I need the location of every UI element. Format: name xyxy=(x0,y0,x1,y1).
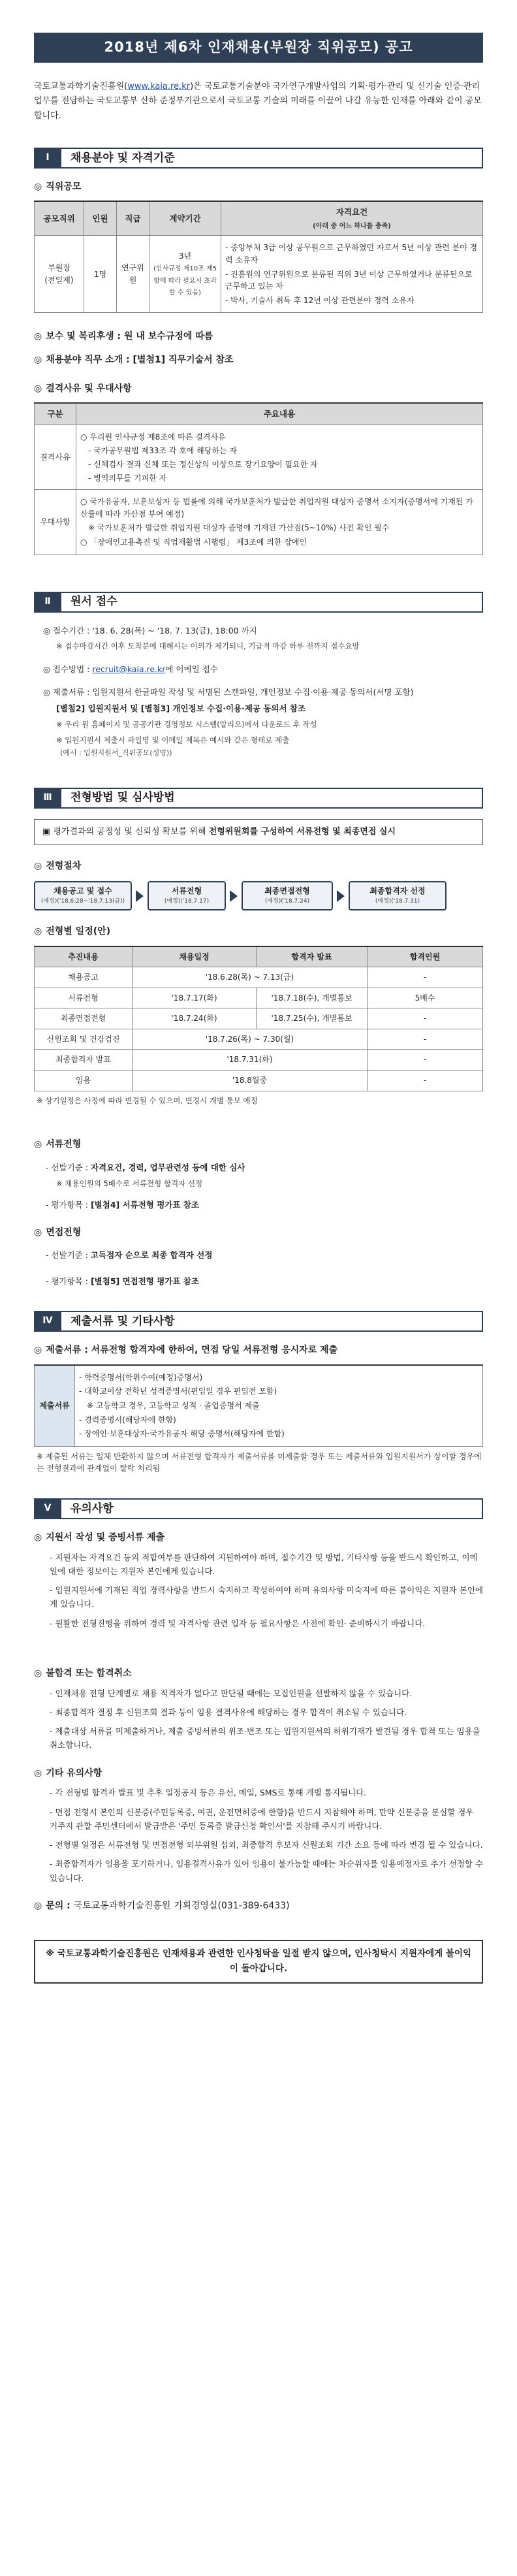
docs-line: ◎ 제출서류 : 입원지원서 한글파일 작성 및 서명된 스캔파일, 개인정보 수집·이용·제공 동의서(서명 포함) xyxy=(43,687,414,698)
section-1-title: 채용분야 및 자격기준 xyxy=(61,148,483,169)
section-5-number: Ⅴ xyxy=(34,1498,61,1519)
bullet-icon: ◎ xyxy=(34,1900,42,1911)
arrow-right-icon xyxy=(230,890,238,902)
schedule-heading: ◎ 전형별 일정(안) xyxy=(34,926,111,937)
section-3-header xyxy=(34,788,483,809)
cell-pref-items: ○ 국가유공자, 보훈보상자 등 법률에 의해 국가보훈처가 발급한 취업지원 대상자 증명서 소지자(증명서에 기재된 가산률에 따라 가산점 부여 예정) ※ 국가보훈처가 발급한 취업지원 대상자 증명에 기재된 가산점(5~10%) 사전 확인 필수 ○ 「장애인고용촉진 및 직업재활법 시행령」 제3조에 의한 장애인 xyxy=(76,490,483,555)
doc-screening-heading: ◎ 서류전형 xyxy=(34,1139,82,1150)
th-announce: 합격자 발표 xyxy=(257,946,368,967)
section-4-header xyxy=(34,1311,483,1332)
section-1-header xyxy=(34,148,483,169)
bullet-icon: ◎ xyxy=(34,860,42,871)
th-pass-count: 합격인원 xyxy=(368,946,483,967)
flow-step-3: 최종면접전형 (예정)('18.7.24) xyxy=(242,881,333,910)
arrow-right-icon xyxy=(136,890,144,902)
submission-heading: ◎ 제출서류 : 서류전형 합격자에 한하여, 면접 당일 서류전형 응시자로 제출 xyxy=(34,1345,338,1356)
flow-step-1: 채용공고 및 접수 (예정)('18.6.28~'18.7.13(금)) xyxy=(34,881,132,910)
section-4-title: 제출서류 및 기타사항 xyxy=(61,1311,483,1332)
salary-line: ◎ 보수 및 복리후생 : 원 내 보수규정에 따름 xyxy=(34,331,213,342)
section-2-header xyxy=(34,592,483,613)
th-category: 구분 xyxy=(35,403,76,425)
intro-text: 국토교통과학기술진흥원(www.kaia.re.kr)은 국토교통기술분야 국가연구개발사업의 기획·평가·관리 및 신기술 인증·관리 업무를 전담하는 국토교통부 산하 준정부기관으로서 국토교통 기술의 미래를 이끌어 나갈 유능한 인재를 아래와 같이 공모합니다. xyxy=(34,81,482,121)
section-2-number: Ⅱ xyxy=(34,592,61,613)
disq-heading: ◎ 결격사유 및 우대사항 xyxy=(34,383,132,394)
table-row xyxy=(35,236,483,313)
flow-step-4: 최종합격자 선정 (예정)('18.7.31) xyxy=(349,881,446,910)
caution-item: - 전형별 일정은 서류전형 및 면접전형 외부위원 섭외, 최종합격 후보자 신원조회 기간 소요 등에 따라 변경 될 수 있습니다. xyxy=(50,1840,483,1850)
doc-screening-eval: - 평가항목 : [별첨4] 서류전형 평가표 참조 xyxy=(46,1200,199,1210)
doc-screening-note: ※ 채용인원의 5배수로 서류전형 합격자 선정 xyxy=(56,1178,203,1188)
committee-note: ▣ 평가결과의 공정성 및 신뢰성 확보를 위해 전형위원회를 구성하여 서류전형 및 최종면접 실시 xyxy=(34,819,483,845)
section-1-number: Ⅰ xyxy=(34,148,61,169)
docs-note-2: ※ 입원지원서 제출시 파일명 및 이메일 제목은 예시와 같은 형태로 제출 xyxy=(56,735,290,745)
submission-table xyxy=(34,1364,483,1447)
position-heading: ◎ 직위공모 xyxy=(34,181,82,192)
position-table xyxy=(34,201,483,313)
bullet-icon: ◎ xyxy=(34,926,42,937)
bullet-icon: ◎ xyxy=(34,1227,42,1238)
interview-criteria: - 선발기준 : 고득점자 순으로 최종 합격자 선정 xyxy=(46,1250,213,1261)
table-row: 채용공고 '18.6.28(목) ~ 7.13(금) - xyxy=(35,967,483,988)
submission-note: ※ 제출된 서류는 일체 반환하지 않으며 서류전형 합격자가 제출서류를 미제출할 경우 또는 제출서류와 입원지원서가 상이할 경우에는 전형결과에 관계없이 탈락 처리됨 xyxy=(37,1451,482,1473)
section-2-title: 원서 접수 xyxy=(61,592,483,613)
table-row xyxy=(35,1365,483,1446)
disq-table xyxy=(34,402,483,555)
contact-line: ◎ 문의 : 국토교통과학기술진흥원 기획경영실(031-389-6433) xyxy=(34,1900,290,1911)
th-position: 공모직위 xyxy=(35,201,84,235)
section-5-title: 유의사항 xyxy=(61,1498,483,1519)
bullet-icon: ◎ xyxy=(34,1139,42,1150)
method-line: ◎ 접수방법 : recruit@kaia.re.kr에 이메일 접수 xyxy=(43,664,218,674)
table-row: 임용 '18.8월중 - xyxy=(35,1071,483,1091)
table-row: 최종면접전형 '18.7.24(화) '18.7.25(수), 개별통보 - xyxy=(35,1008,483,1029)
cell-position: 부원장 (전일제) xyxy=(35,236,84,313)
th-count: 인원 xyxy=(84,201,117,235)
th-qualification: 자격요건 (아래 중 어느 하나를 충족) xyxy=(221,201,483,235)
duty-line: ◎ 채용분야 직무 소개 : [별첨1] 직무기술서 참조 xyxy=(34,355,234,366)
th-date: 채용일정 xyxy=(133,946,257,967)
arrow-right-icon xyxy=(337,890,345,902)
th-item: 추진내용 xyxy=(35,946,133,967)
th-grade: 직급 xyxy=(117,201,149,235)
section-4-number: Ⅳ xyxy=(34,1311,61,1332)
schedule-note: ※ 상기일정은 사정에 따라 변경될 수 있으며, 변경시 개별 통보 예정 xyxy=(37,1095,258,1105)
process-heading: ◎ 전형절차 xyxy=(34,860,82,871)
cell-doc-items: - 학력증명서(학위수여(예정)증명서) - 대학교이상 전학년 성적증명서(편입일 경우 편입전 포함) ※ 고등학교 경우, 고등학교 성적 · 졸업증명서 제출 - 경력증명서(해당자에 한함) - 장애인·보훈대상자·국가유공자 해당 증명서(해당자에 한함) xyxy=(75,1365,483,1446)
docs-bold: [별첨2] 입원지원서 및 [별첨3] 개인정보 수집·이용·제공 동의서 참조 xyxy=(56,703,306,714)
flow-step-2: 서류전형 (예정)('18.7.17) xyxy=(148,881,226,910)
caution-item: - 인재채용 전형 단계별로 채용 적격자가 없다고 판단될 때에는 모집인원을 선발하지 않을 수 있습니다. xyxy=(50,1688,413,1698)
bullet-icon: ◎ xyxy=(34,1667,42,1679)
bullet-icon: ◎ xyxy=(34,355,42,366)
table-row: 최종합격자 발표 '18.7.31(화) - xyxy=(35,1050,483,1071)
table-row xyxy=(35,490,483,555)
doc-screening-criteria: - 선발기준 : 자격요건, 경력, 업무관련성 등에 대한 심사 xyxy=(46,1163,245,1173)
docs-note-3: (예시 : 입원지원서_직위공모(성명)) xyxy=(60,749,172,758)
caution-item: - 각 전형별 합격자 발표 및 추후 일정공지 등은 유선, 메일, SMS로 통해 개별 통지됩니다. xyxy=(50,1788,367,1798)
cell-count: 1명 xyxy=(84,236,117,313)
th-period: 계약기간 xyxy=(149,201,221,235)
process-flow xyxy=(34,881,483,910)
bullet-icon: ◎ xyxy=(34,181,42,192)
caution-item: - 제출대상 서류를 미제출하거나, 제출 증빙서류의 위조·변조 또는 입원지원서의 허위기재가 발견될 경우 합격 또는 임용을 취소합니다. xyxy=(50,1726,480,1750)
caution-item: - 최종합격자 결정 후 신원조회 결과 등이 임용 결격사유에 해당하는 경우 합격이 취소될 수 있습니다. xyxy=(50,1707,407,1717)
interview-eval: - 평가항목 : [별첨5] 면접전형 평가표 참조 xyxy=(46,1276,199,1286)
cell-pref-label: 우대사항 xyxy=(35,490,76,555)
section-5-header xyxy=(34,1498,483,1519)
table-row: 신원조회 및 건강검진 '18.7.26(목) ~ 7.30(월) - xyxy=(35,1029,483,1050)
cell-disq-label: 결격사유 xyxy=(35,425,76,489)
th-content: 주요내용 xyxy=(76,403,483,425)
notice-title: 2018년 제6차 인재채용(부원장 직위공모) 공고 xyxy=(34,33,483,63)
bullet-icon: ◎ xyxy=(34,331,42,342)
caution-item: - 최종합격자가 임용을 포기하거나, 임용결격사유가 있어 임용이 불가능할 때에는 차순위자를 임용예정자로 추가 선정할 수 있습니다. xyxy=(50,1859,483,1883)
caution-heading-2: ◎ 불합격 또는 합격취소 xyxy=(34,1667,132,1679)
solicitation-warning: ※ 국토교통과학기술진흥원은 인재채용과 관련한 인사청탁을 일절 받지 않으며, 인사청탁시 지원자에게 불이익이 돌아갑니다. xyxy=(34,1940,483,1984)
interview-heading: ◎ 면접전형 xyxy=(34,1227,82,1238)
period-line: ◎ 접수기간 : '18. 6. 28(목) ~ '18. 7. 13(금), 18:00 까지 xyxy=(43,625,257,636)
homepage-link[interactable]: www.kaia.re.kr xyxy=(127,81,191,91)
caution-item: - 지원자는 자격요건 등의 적합여부를 판단하여 지원하여야 하며, 접수기간 및 방법, 기타사항 등을 반드시 확인하고, 이메일에 대한 정보이는 지원자 본인에게 있습니다. xyxy=(50,1552,478,1576)
cell-qualifications: - 중앙부처 3급 이상 공무원으로 근무하였던 자로서 5년 이상 관련 분야 경력 소유자 - 진흥원의 연구위원으로 분류된 직위 3년 이상 근무하였거나 분류된으로 근무하고 있는 자 - 박사, 기술사 취득 후 12년 이상 관련분야 경력 소유자 xyxy=(221,236,483,313)
bullet-icon: ◎ xyxy=(34,1345,42,1356)
caution-item: - 입원지원서에 기재된 직업 경력사항을 반드시 숙지하고 작성하여야 하며 유의사항 미숙지에 따른 불이익은 지원자 본인에게 있습니다. xyxy=(50,1585,483,1609)
cell-doc-label: 제출서류 xyxy=(35,1365,75,1446)
caution-item: - 원활한 전형진행을 위하여 경력 및 자격사항 관련 입자 등 필요사항은 사전에 확인· 준비하시기 바랍니다. xyxy=(50,1618,426,1628)
table-row: 서류전형 '18.7.17(화) '18.7.18(수), 개별통보 5배수 xyxy=(35,988,483,1008)
recruit-email-link[interactable]: recruit@kaia.re.kr xyxy=(92,664,166,674)
cell-period: 3년 (인사규정 제10조 제5항에 따라 필요시 초과할 수 있음) xyxy=(149,236,221,313)
bullet-icon: ◎ xyxy=(34,383,42,394)
period-note: ※ 접수마감시간 이후 도착분에 대해서는 이의가 제기되니, 기급적 마감 하루 전까지 접수요망 xyxy=(56,641,360,651)
bullet-icon: ◎ xyxy=(34,1767,42,1779)
table-row xyxy=(35,425,483,489)
caution-heading-3: ◎ 기타 유의사항 xyxy=(34,1767,102,1779)
section-3-number: Ⅲ xyxy=(34,788,61,809)
section-3-title: 전형방법 및 심사방법 xyxy=(61,788,483,809)
schedule-table xyxy=(34,946,483,1091)
caution-item: - 면접 전형시 본인의 신분증(주민등록증, 여권, 운전면허증에 한함)을 반드시 지참해야 하며, 만약 신분증을 분실할 경우 거주지 관할 주민센터에서 발급받은 '주민 등록증 발급신청 확인서'를 지참해 주시기 바랍니다. xyxy=(50,1807,474,1831)
docs-note-1: ※ 우리 원 홈페이지 및 공공기관 경영정보 시스템(알리오)에서 다운로드 후 작성 xyxy=(56,719,317,729)
cell-grade: 연구위원 xyxy=(117,236,149,313)
bullet-icon: ◎ xyxy=(34,1532,42,1543)
caution-heading-1: ◎ 지원서 작성 및 증빙서류 제출 xyxy=(34,1532,165,1543)
cell-disq-items: ○ 우리원 인사규정 제8조에 따른 결격사유 - 국가공무원법 제33조 각 호에 해당하는 자 - 신체검사 결과 신체 또는 정신상의 이상으로 장기요양이 필요한 자 - 병역의무를 기피한 자 xyxy=(76,425,483,489)
